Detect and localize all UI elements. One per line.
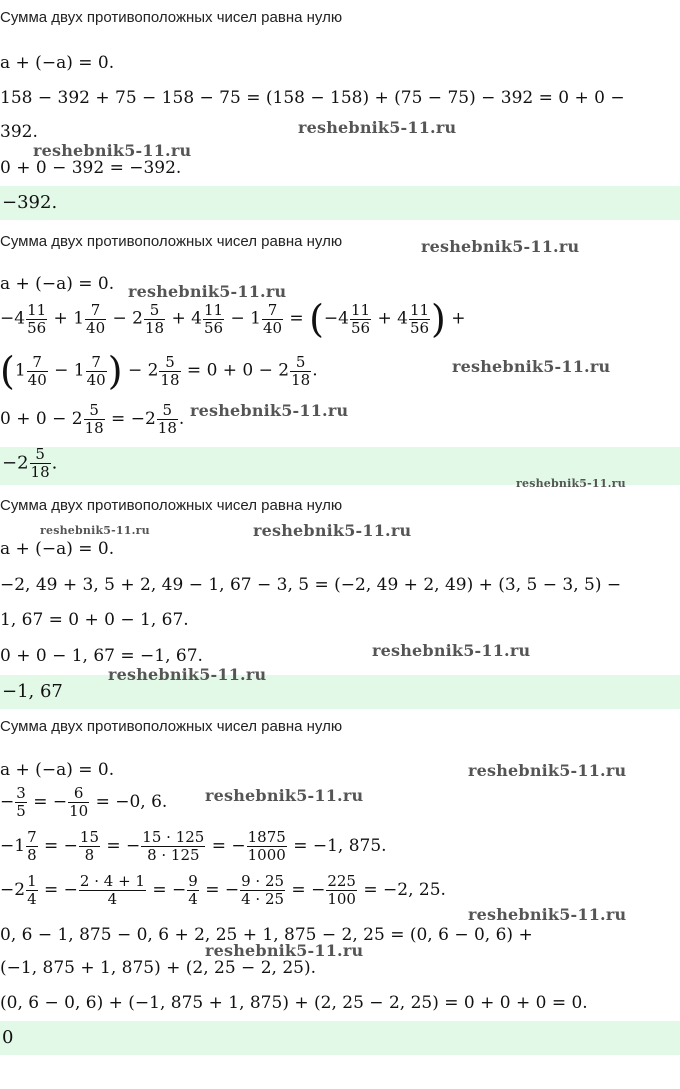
answer-value: −392. xyxy=(2,192,58,213)
answer-value: 0 xyxy=(2,1027,14,1048)
answer-value: −2 $\frac{5}{18}$ . xyxy=(2,447,58,481)
watermark: reshebnik5-11.ru xyxy=(253,521,412,540)
watermark: reshebnik5-11.ru xyxy=(421,237,580,256)
watermark: reshebnik5-11.ru xyxy=(468,905,627,924)
identity-line-3: a + (−a) = 0. xyxy=(0,539,115,559)
watermark: reshebnik5-11.ru xyxy=(33,141,192,160)
answer-value: −1, 67 xyxy=(2,681,63,702)
watermark: reshebnik5-11.ru xyxy=(516,477,626,490)
rule-heading-3: Сумма двух противоположных чисел равна нулю xyxy=(0,497,343,514)
expression-line-2: (−1, 875 + 1, 875) + (2, 25 − 2, 25). xyxy=(0,958,316,978)
expression-line-1: 158 − 392 + 75 − 158 − 75 = (158 − 158) + (75 − 75) − 392 = 0 + 0 − xyxy=(0,88,625,108)
watermark: reshebnik5-11.ru xyxy=(40,524,150,537)
conversion-line-3: −2 $\frac{1}{4}$ = − $\frac{2 \cdot 4 + 1}{4}$ = − $\frac{9}{4}$ = − $\frac{9 \cdot 25}{4 \cdot 25}$ = − $\frac{225}{100}$ = −2, 25. xyxy=(0,872,446,908)
expression-line-1: 0, 6 − 1, 875 − 0, 6 + 2, 25 + 1, 875 − 2, 25 = (0, 6 − 0, 6) + xyxy=(0,925,533,945)
fraction-expression-line-2: (1 $\frac{7}{40}$ − 1 $\frac{7}{40}$ ) − 2 $\frac{5}{18}$ = 0 + 0 − 2 $\frac{5}{18}$ . xyxy=(0,349,318,393)
watermark: reshebnik5-11.ru xyxy=(452,357,611,376)
watermark: reshebnik5-11.ru xyxy=(190,401,349,420)
rule-heading-2: Сумма двух противоположных чисел равна нулю xyxy=(0,233,343,250)
watermark: reshebnik5-11.ru xyxy=(108,665,267,684)
rule-heading-4: Сумма двух противоположных чисел равна нулю xyxy=(0,718,343,735)
watermark: reshebnik5-11.ru xyxy=(298,118,457,137)
fraction-expression-line-1: −4 $\frac{11}{56}$ + 1 $\frac{7}{40}$ − 2 $\frac{5}{18}$ + 4 $\frac{11}{56}$ − 1 $\frac{7}{40}$ = (−4 $\frac{11}{56}$ + 4 $\frac{11}{56}$ ) + xyxy=(0,297,466,341)
expression-line-2: 392. xyxy=(0,122,38,142)
conversion-line-2: −1 $\frac{7}{8}$ = − $\frac{15}{8}$ = − $\frac{15 \cdot 125}{8 \cdot 125}$ = − $\frac{1875}{1000}$ = −1, 875. xyxy=(0,828,387,864)
answer-box-1 xyxy=(0,186,680,220)
conversion-line-1: − $\frac{3}{5}$ = − $\frac{6}{10}$ = −0, 6. xyxy=(0,784,168,820)
rule-heading-1: Сумма двух противоположных чисел равна нулю xyxy=(0,9,343,26)
expression-line-3: 0 + 0 − 392 = −392. xyxy=(0,158,182,178)
watermark: reshebnik5-11.ru xyxy=(205,941,364,960)
watermark: reshebnik5-11.ru xyxy=(372,641,531,660)
expression-line-1: −2, 49 + 3, 5 + 2, 49 − 1, 67 − 3, 5 = (−2, 49 + 2, 49) + (3, 5 − 3, 5) − xyxy=(0,575,622,595)
identity-line-1: a + (−a) = 0. xyxy=(0,53,115,73)
expression-line-3: 0 + 0 − 1, 67 = −1, 67. xyxy=(0,646,203,666)
identity-line-2: a + (−a) = 0. xyxy=(0,274,115,294)
identity-line-4: a + (−a) = 0. xyxy=(0,760,115,780)
watermark: reshebnik5-11.ru xyxy=(468,761,627,780)
fraction-expression-line-3: 0 + 0 − 2 $\frac{5}{18}$ = −2 $\frac{5}{18}$ . xyxy=(0,401,185,437)
expression-line-2: 1, 67 = 0 + 0 − 1, 67. xyxy=(0,610,189,630)
watermark: reshebnik5-11.ru xyxy=(128,282,287,301)
answer-box-3 xyxy=(0,675,680,709)
watermark: reshebnik5-11.ru xyxy=(205,786,364,805)
answer-box-4 xyxy=(0,1021,680,1055)
expression-line-3: (0, 6 − 0, 6) + (−1, 875 + 1, 875) + (2, 25 − 2, 25) = 0 + 0 + 0 = 0. xyxy=(0,993,588,1013)
